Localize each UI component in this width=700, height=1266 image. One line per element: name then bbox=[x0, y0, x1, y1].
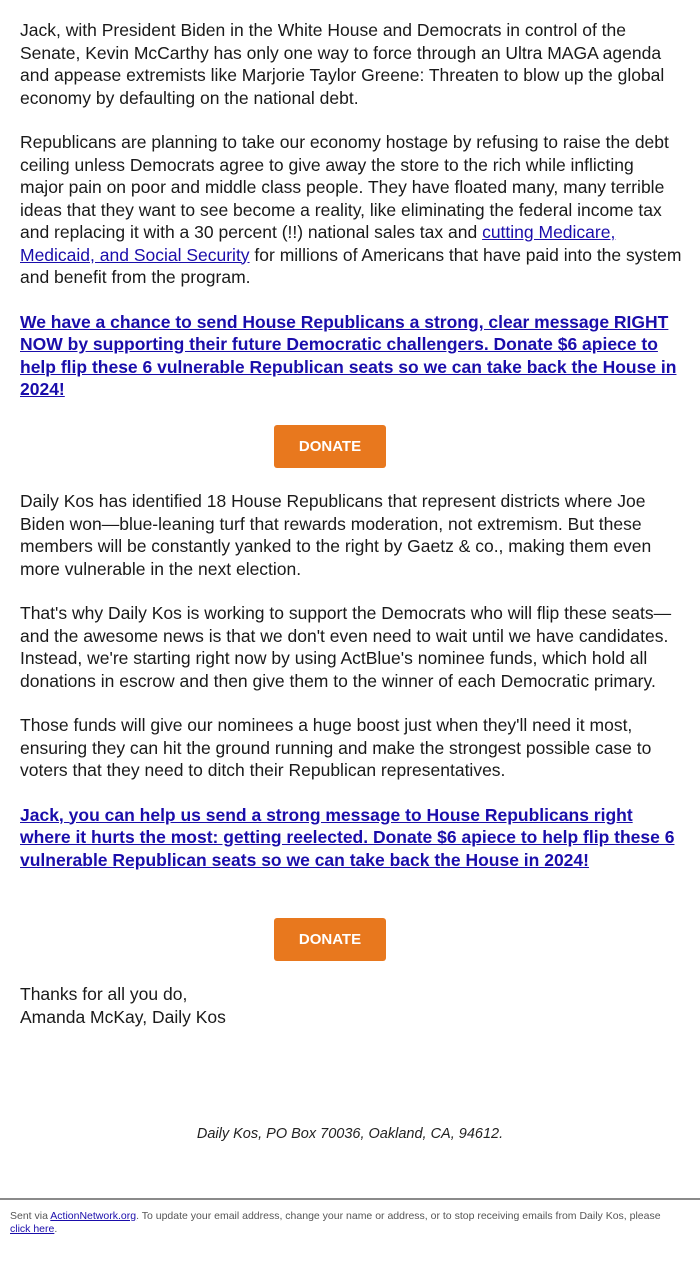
cta-link-2[interactable]: Jack, you can help us send a strong message to House Republicans right where it hurts the most: getting reelected. Donate $6 apiece to help flip these 6 vulnerable Republican seats so we can take back the House in 2024! bbox=[20, 804, 675, 870]
paragraph-daily-kos-identified: Daily Kos has identified 18 House Republicans that represent districts where Joe Biden won—blue-leaning turf that rewards moderation, not extremism. But these members will be constantly yanked to the right by Gaetz & co., making them even more vulnerable in the next election. bbox=[20, 491, 652, 579]
footer-divider bbox=[0, 1198, 700, 1200]
cta-paragraph-2 bbox=[20, 804, 682, 872]
signoff-thanks: Thanks for all you do, bbox=[20, 984, 188, 1004]
signoff bbox=[20, 983, 226, 1028]
mailing-address: Daily Kos, PO Box 70036, Oakland, CA, 94612. bbox=[196, 1126, 504, 1142]
email-body-middle bbox=[20, 490, 682, 893]
paragraph-intro: Jack, with President Biden in the White House and Democrats in control of the Senate, Kevin McCarthy has only one way to force through an Ultra MAGA agenda and appease extremists like Marjorie Taylor Greene: Threaten to blow up the global economy by defaulting on the national debt. bbox=[20, 20, 665, 108]
email-body bbox=[20, 19, 682, 423]
unsubscribe-link[interactable]: click here bbox=[10, 1223, 55, 1235]
cta-link-1[interactable]: We have a chance to send House Republicans a strong, clear message RIGHT NOW by supporting their future Democratic challengers. Donate $6 apiece to help flip these 6 vulnerable Republican seats so we can take back the House in 2024! bbox=[20, 311, 677, 399]
donate-button-2[interactable]: DONATE bbox=[274, 918, 386, 961]
paragraph-nominee-funds: That's why Daily Kos is working to support the Democrats who will flip these seats—and the awesome news is that we don't even need to wait until we have candidates. Instead, we're starting right now by using ActBlue's nominee funds, which hold all donations in escrow and then give them to the winner of each Democratic primary. bbox=[20, 603, 672, 691]
footer-sent-via: Sent via bbox=[10, 1210, 51, 1222]
signoff-signature: Amanda McKay, Daily Kos bbox=[20, 1006, 226, 1027]
footer-middle-text: . To update your email address, change your name or address, or to stop receiving emails from Daily Kos, please bbox=[136, 1210, 661, 1222]
paragraph-boost: Those funds will give our nominees a huge boost just when they'll need it most, ensuring they can hit the ground running and make the strongest possible case to voters that they need to ditch their Republican representatives. bbox=[20, 715, 652, 780]
paragraph-debt-ceiling-text-after: for millions of Americans that have paid into the system and benefit from the program. bbox=[20, 244, 682, 287]
footer-end: . bbox=[54, 1223, 58, 1235]
paragraph-debt-ceiling bbox=[20, 131, 682, 289]
actionnetwork-link[interactable]: ActionNetwork.org bbox=[50, 1210, 137, 1222]
footer bbox=[10, 1210, 680, 1236]
donate-button-1[interactable]: DONATE bbox=[274, 425, 386, 468]
paragraph-debt-ceiling-text-before: Republicans are planning to take our economy hostage by refusing to raise the debt ceiling unless Democrats agree to give away the store to the rich while inflicting major pain on poor and middle class people. They have floated many, many terrible ideas that they want to see become a reality, like eliminating the federal income tax and replacing it with a 30 percent (!!) national sales tax and bbox=[20, 132, 669, 242]
medicare-link[interactable]: cutting Medicare, Medicaid, and Social Security bbox=[20, 222, 616, 265]
cta-paragraph-1 bbox=[20, 311, 682, 401]
